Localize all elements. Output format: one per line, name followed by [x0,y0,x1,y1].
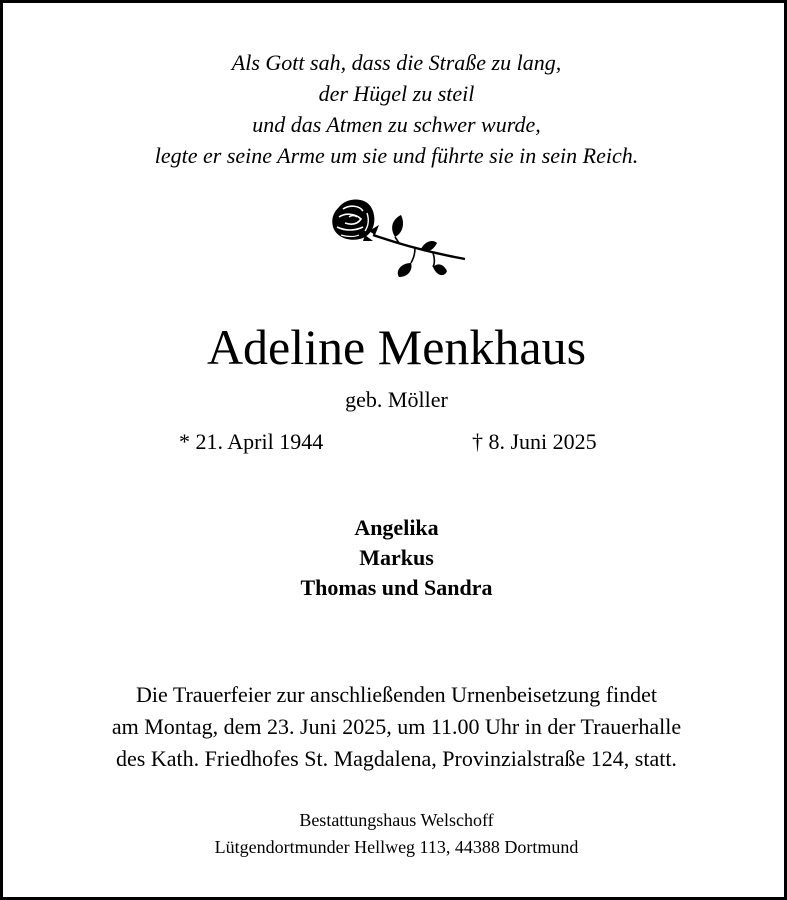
poem-line: Als Gott sah, dass die Straße zu lang, [231,50,562,75]
maiden-name: geb. Möller [345,387,448,412]
poem-line: legte er seine Arme um sie und führte sie in sein Reich. [154,143,639,168]
poem-line: der Hügel zu steil [318,81,475,106]
mourner-name: Thomas und Sandra [300,575,493,600]
funeral-notice [3,679,787,775]
rose-icon [329,197,467,279]
poem-line: und das Atmen zu schwer wurde, [252,112,541,137]
funeral-home-name: Bestattungshaus Welschoff [299,810,494,830]
notice-line: am Montag, dem 23. Juni 2025, um 11.00 Uhr in der Trauerhalle [111,714,682,739]
notice-line: des Kath. Friedhofes St. Magdalena, Provinzialstraße 124, statt. [116,746,677,771]
deceased-name: Adeline Menkhaus [206,319,587,375]
funeral-home [3,807,787,861]
funeral-home-address: Lütgendortmunder Hellweg 113, 44388 Dortmund [214,837,579,857]
notice-line: Die Trauerfeier zur anschließenden Urnenbeisetzung findet [135,682,658,707]
birth-date: * 21. April 1944 [179,429,324,454]
mourners-list [3,513,787,603]
mourner-name: Markus [359,545,434,570]
death-date: † 8. Juni 2025 [472,429,597,454]
poem [3,47,787,171]
mourner-name: Angelika [354,515,439,540]
